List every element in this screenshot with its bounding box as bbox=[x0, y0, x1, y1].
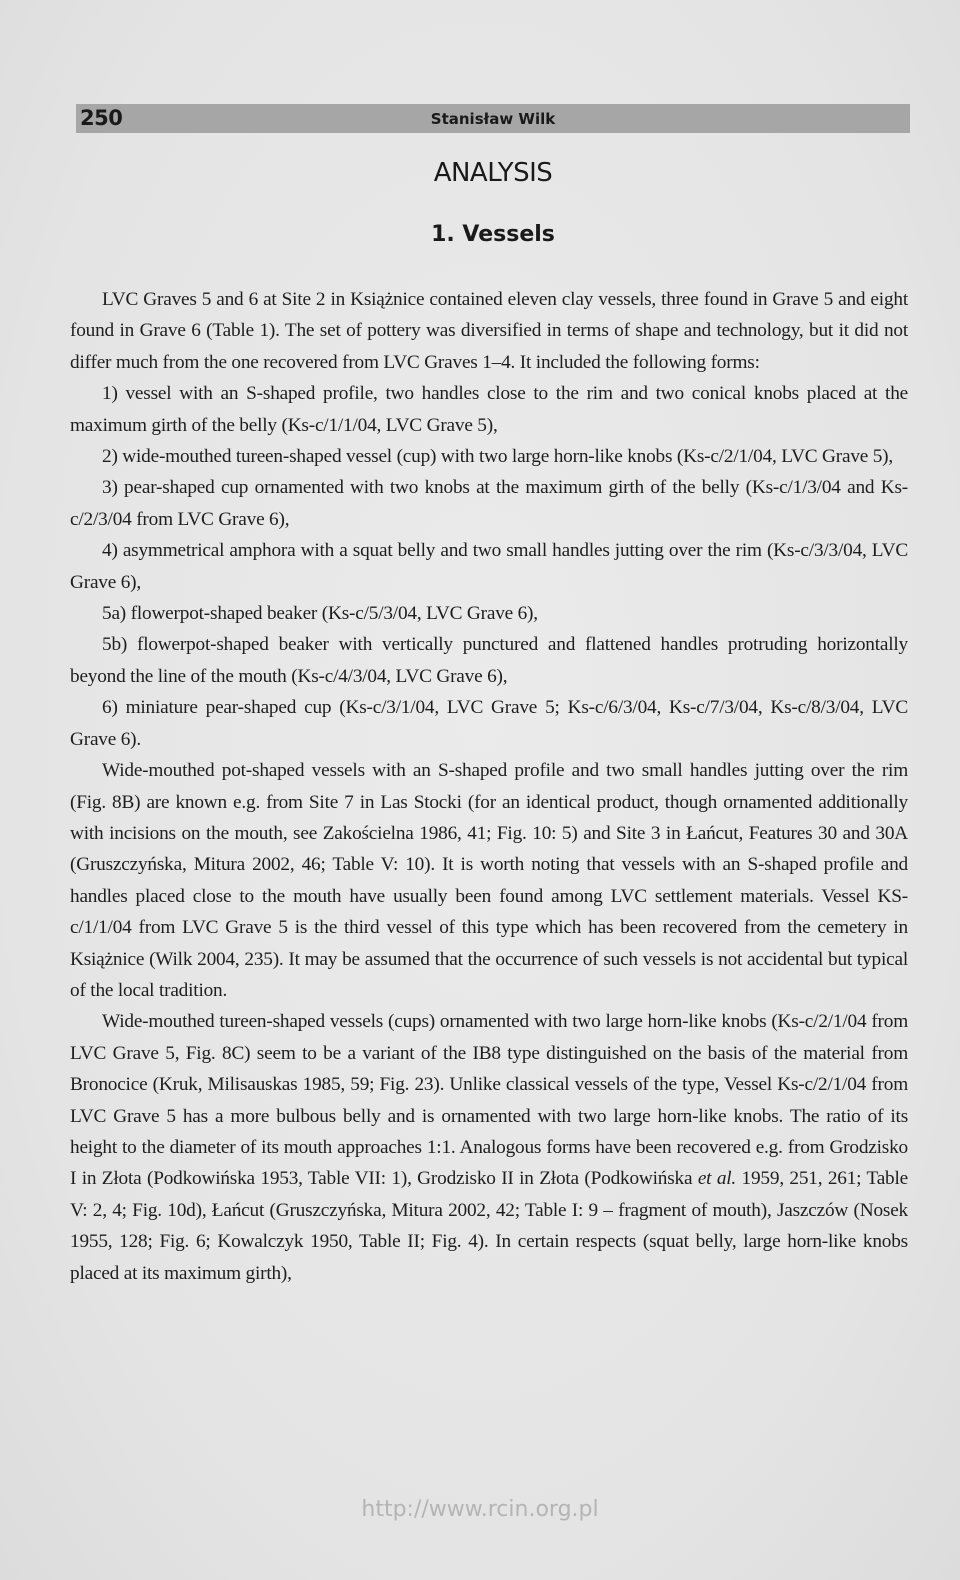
paragraph-intro: LVC Graves 5 and 6 at Site 2 in Książnice contained eleven clay vessels, three found in Grave 5 and eight found in Grave 6 (Table 1). The set of pottery was diversified in terms of shape and technology, but it did not differ much from the one recovered from LVC Graves 1–4. It included the following forms: bbox=[70, 289, 908, 373]
author-running-head: Stanisław Wilk bbox=[430, 110, 556, 128]
paragraph-pot-shaped-vessels: Wide-mouthed pot-shaped vessels with an S-shaped profile and two small handles jutting over the rim (Fig. 8B) are known e.g. from Site 7 in Las Stocki (for an identical product, though ornamented additionally with incisions on the mouth, see Zakościelna 1986, 41; Fig. 10: 5) and Site 3 in Łańcut, Features 30 and 30A (Gruszczyńska, Mitura 2002, 46; Table V: 10). It is worth noting that vessels with an S-shaped profile and handles placed close to the mouth have usually been found among LVC settlement materials. Vessel KS-c/1/1/04 from LVC Grave 5 is the third vessel of this type which has been recovered from the cemetery in Książnice (Wilk 2004, 235). It may be assumed that the occurrence of such vessels is not accidental but typical of the local tradition. bbox=[70, 760, 908, 1001]
paragraph-tureen-shaped-vessels bbox=[70, 1006, 908, 1289]
footer-url: http://www.rcin.org.pl bbox=[361, 1497, 599, 1522]
paragraph-tureen-continued: 1959, 251, 261; Table V: 2, 4; Fig. 10d), Łańcut (Gruszczyńska, Mitura 2002, 42; Table I: 9 – fragment of mouth), Jaszczów (Nosek 1955, 128; Fig. 6; Kowalczyk 1950, Table II; Fig. 4). In certain respects (squat belly, large horn-like knobs placed at its maximum girth), bbox=[70, 1168, 909, 1284]
subsection-title: 1. Vessels bbox=[431, 222, 555, 247]
section-title: ANALYSIS bbox=[433, 158, 553, 188]
list-item-form-5b: 5b) flowerpot-shaped beaker with vertically punctured and flattened handles protruding horizontally beyond the line of the mouth (Ks-c/4/3/04, LVC Grave 6), bbox=[70, 634, 908, 687]
body-text bbox=[70, 284, 908, 1289]
paragraph-tureen-text: Wide-mouthed tureen-shaped vessels (cups) ornamented with two large horn-like knobs (Ks-c/2/1/04 from LVC Grave 5, Fig. 8C) seem to be a variant of the IB8 type distinguished on the basis of the material from Bronocice (Kruk, Milisauskas 1985, 59; Fig. 23). Unlike classical vessels of the type, Vessel Ks-c/2/1/04 from LVC Grave 5 has a more bulbous belly and is ornamented with two large horn-like knobs. The ratio of its height to the diameter of its mouth approaches 1:1. Analogous forms have been recovered e.g. from Grodzisko I in Złota (Podkowińska 1953, Table VII: 1), Grodzisko II in Złota (Podkowińska bbox=[70, 1011, 908, 1190]
list-item-form-5a: 5a) flowerpot-shaped beaker (Ks-c/5/3/04, LVC Grave 6), bbox=[102, 603, 538, 625]
running-header bbox=[76, 104, 910, 133]
list-item-form-4: 4) asymmetrical amphora with a squat belly and two small handles jutting over the rim (Ks-c/3/3/04, LVC Grave 6), bbox=[70, 540, 908, 593]
list-item-form-6: 6) miniature pear-shaped cup (Ks-c/3/1/04, LVC Grave 5; Ks-c/6/3/04, Ks-c/7/3/04, Ks-c/8/3/04, LVC Grave 6). bbox=[70, 697, 908, 750]
list-item-form-3: 3) pear-shaped cup ornamented with two knobs at the maximum girth of the belly (Ks-c/1/3/04 and Ks-c/2/3/04 from LVC Grave 6), bbox=[70, 477, 908, 530]
page-number: 250 bbox=[80, 106, 123, 130]
list-item-form-1: 1) vessel with an S-shaped profile, two handles close to the rim and two conical knobs placed at the maximum girth of the belly (Ks-c/1/1/04, LVC Grave 5), bbox=[70, 383, 908, 436]
list-item-form-2: 2) wide-mouthed tureen-shaped vessel (cup) with two large horn-like knobs (Ks-c/2/1/04, LVC Grave 5), bbox=[102, 446, 894, 468]
et-al-italic: et al. bbox=[697, 1168, 737, 1190]
